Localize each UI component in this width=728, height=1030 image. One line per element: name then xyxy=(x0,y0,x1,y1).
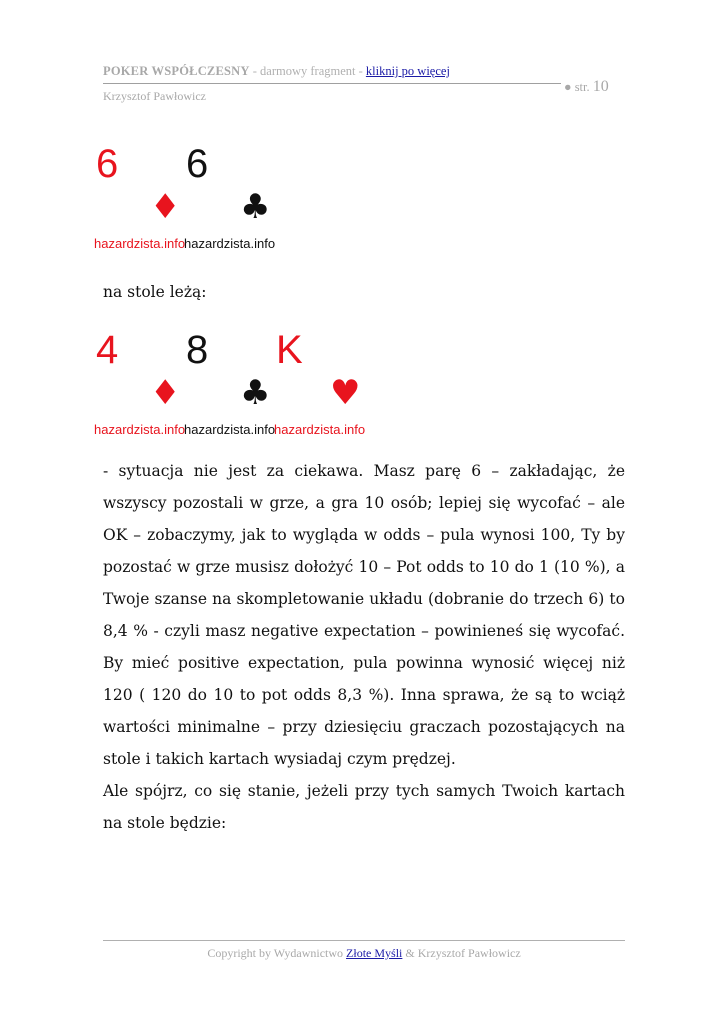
diamond-icon: ♦ xyxy=(150,187,181,227)
page-label: str. xyxy=(574,80,590,94)
table-label: na stole leżą: xyxy=(103,283,207,301)
header-title-line xyxy=(103,64,450,79)
header-separator: - xyxy=(249,64,261,78)
footer-suffix: & Krzysztof Pawłowicz xyxy=(402,946,521,960)
header-author: Krzysztof Pawłowicz xyxy=(103,89,206,103)
card-rank: K xyxy=(276,328,303,372)
card-rank: 6 xyxy=(186,142,209,186)
body-paragraph: Ale spójrz, co się stanie, jeżeli przy tych samych Twoich kartach na stole będzie: xyxy=(103,782,625,832)
card-rank: 4 xyxy=(96,328,119,372)
heart-icon: ♥ xyxy=(330,373,361,413)
more-link[interactable]: kliknij po więcej xyxy=(365,64,450,78)
card-watermark: hazardzista.info xyxy=(94,422,186,437)
footer-copyright xyxy=(0,946,728,961)
diamond-icon: ♦ xyxy=(150,373,181,413)
fragment-label: darmowy fragment xyxy=(260,64,356,78)
card-rank: 8 xyxy=(186,328,209,372)
footer-prefix: Copyright by Wydawnictwo xyxy=(207,946,347,960)
board-card-2 xyxy=(182,328,276,440)
card-watermark: hazardzista.info xyxy=(184,236,276,251)
board-card-3 xyxy=(272,328,366,440)
club-icon: ♣ xyxy=(240,187,271,227)
hand-card-2 xyxy=(182,142,276,254)
book-title: POKER WSPÓŁCZESNY xyxy=(103,64,250,78)
header-separator: - xyxy=(355,64,366,78)
board-card-1 xyxy=(92,328,186,440)
card-rank: 6 xyxy=(96,142,119,186)
hand-card-1 xyxy=(92,142,186,254)
page-number xyxy=(564,78,609,96)
publisher-link[interactable]: Złote Myśli xyxy=(346,946,403,960)
card-watermark: hazardzista.info xyxy=(94,236,186,251)
card-watermark: hazardzista.info xyxy=(184,422,276,437)
card-watermark: hazardzista.info xyxy=(274,422,366,437)
club-icon: ♣ xyxy=(240,373,271,413)
bullet-icon: ● xyxy=(564,80,572,94)
body-paragraph: - sytuacja nie jest za ciekawa. Masz parę 6 – zakładając, że wszyscy pozostali w grze, a gra 10 osób; lepiej się wycofać – ale OK – zobaczymy, jak to wygląda w odds – pula wynosi 100, Ty by pozostać w grze musisz dołożyć 10 – Pot odds to 10 do 1 (10 %), a Twoje szanse na skompletowanie układu (dobranie do trzech 6) to 8,4 % - czyli masz negative expectation – powinieneś się wycofać. By mieć positive expectation, pula powinna wynosić więcej niż 120 ( 120 do 10 to pot odds 8,3 %). Inna sprawa, że są to wciąż wartości minimalne – przy dziesięciu graczach pozostających na stole i takich kartach wysiadaj czym prędzej. xyxy=(103,462,625,768)
page-number-value: 10 xyxy=(592,78,609,95)
header-divider xyxy=(103,83,561,84)
footer-divider xyxy=(103,940,625,941)
